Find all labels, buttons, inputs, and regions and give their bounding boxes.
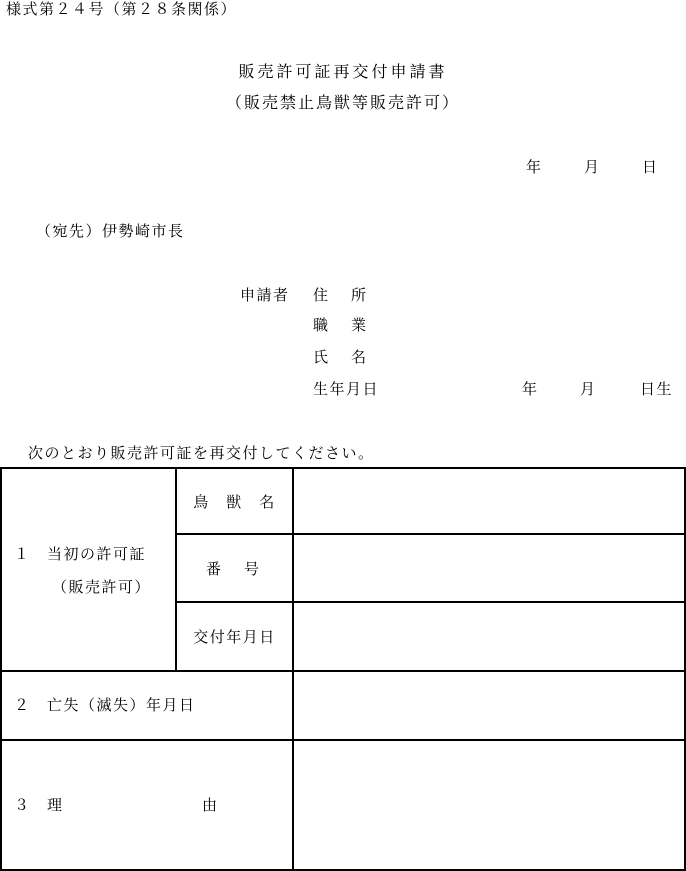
document-title: 販売許可証再交付申請書: [238, 62, 448, 81]
address-label: 住 所: [313, 286, 371, 304]
reason-field[interactable]: [294, 741, 684, 869]
issue-date-field[interactable]: [294, 603, 684, 670]
issue-date-label: 交付年月日: [193, 628, 276, 646]
bird-name-field[interactable]: [294, 469, 684, 533]
reason-label-suffix: 由: [202, 796, 219, 814]
date-month-label: 月: [584, 158, 601, 176]
birth-day-label: 日生: [640, 380, 674, 398]
reason-label: ３ 理: [14, 796, 64, 814]
name-label: 氏 名: [313, 348, 371, 366]
birthdate-label: 生年月日: [313, 380, 380, 398]
birth-year-label: 年: [522, 380, 539, 398]
document-subtitle: （販売禁止鳥獣等販売許可）: [225, 93, 460, 112]
bird-name-label: 鳥 獣 名: [193, 492, 276, 511]
loss-date-label: ２ 亡失（滅失）年月日: [14, 696, 196, 714]
request-statement: 次のとおり販売許可証を再交付してください。: [28, 444, 375, 462]
form-id: 様式第２４号（第２８条関係）: [6, 0, 238, 18]
occupation-label: 職 業: [313, 316, 371, 334]
birth-month-label: 月: [580, 380, 597, 398]
row1-label-line2: （販売許可）: [52, 578, 152, 596]
table-border-left: [0, 467, 2, 871]
date-day-label: 日: [642, 158, 659, 176]
loss-date-field[interactable]: [294, 672, 684, 739]
permit-number-field[interactable]: [294, 535, 684, 601]
date-year-label: 年: [526, 158, 543, 176]
permit-number-label: 番 号: [205, 559, 263, 578]
row1-label-line1: １ 当初の許可証: [14, 545, 147, 563]
addressee: （宛先）伊勢崎市長: [36, 222, 185, 240]
applicant-label: 申請者: [240, 286, 290, 304]
